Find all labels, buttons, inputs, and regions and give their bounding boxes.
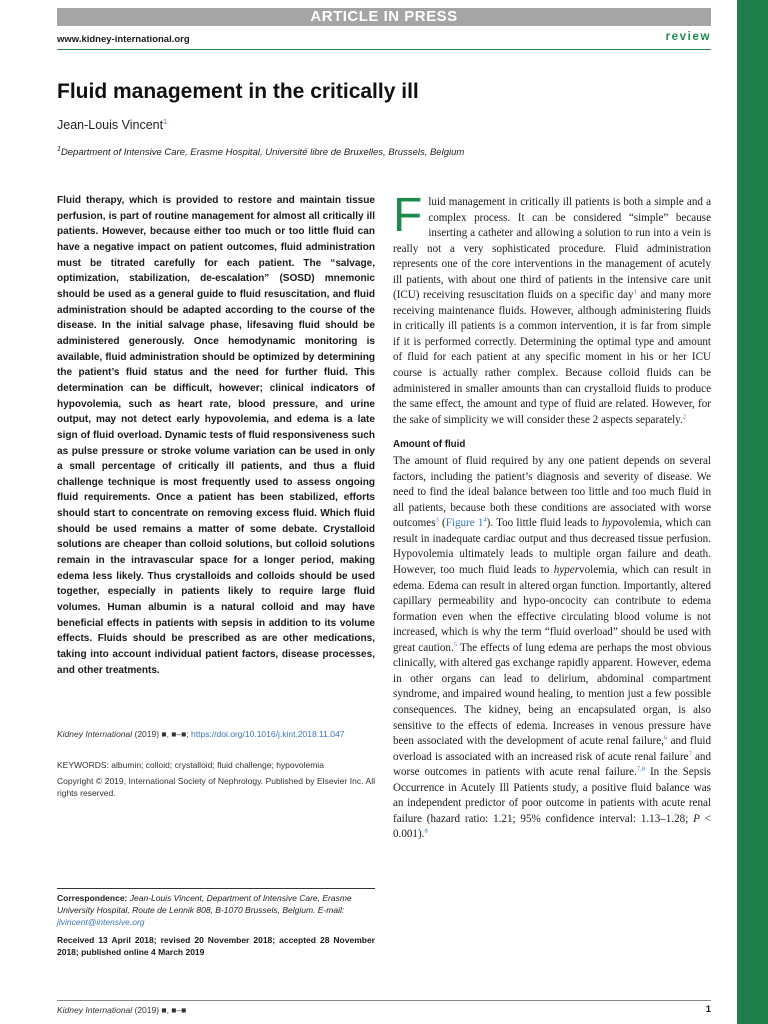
body-text: and worse outcomes in patients with acute renal failure. [393, 750, 711, 779]
reference-7[interactable]: 7 [688, 749, 692, 757]
footer-citation [57, 1005, 186, 1015]
reference-2[interactable]: 2 [682, 412, 687, 420]
body-text: In the Sepsis Occurrence in Acutely Ill Patients study, a positive fluid balance was an independent predictor of poor outcome in patients with acute renal failure (hazard ratio: 1.21; 95% confidence interval: 1.13–1.28; [393, 766, 711, 825]
footer-volume: (2019) ■, ■–■ [132, 1005, 187, 1015]
correspondence-label: Correspondence: [57, 893, 128, 903]
footer-journal-name: Kidney International [57, 1005, 133, 1015]
affiliation [57, 146, 464, 158]
emphasis-hyper: hyper [553, 564, 580, 577]
abstract: Fluid therapy, which is provided to restore and maintain tissue perfusion, is part of routine management for almost all critically ill patients. However, because either too much or too little fluid can have a negative impact on patient outcomes, fluid administration must be titrated carefully for each patient. The “salvage, optimization, stabilization, de-escalation” (SOSD) mnemonic should be used as a general guide to fluid resuscitation, and fluid administration should be adapted according to the course of the disease. In the initial salvage phase, lifesaving fluid should be administered generously. Once hemodynamic monitoring is available, fluid administration should be optimized by determining the patient’s fluid status and the need for further fluid. This determination can be difficult, however; clinical indicators of hypovolemia, such as heart rate, blood pressure, and urine output, may not detect early hypovolemia, and edema is a late sign of fluid overload. Dynamic tests of fluid responsiveness such as pulse pressure or stroke volume variation can be used in only a small percentage of critically ill patients, and thus a fluid challenge technique is most frequently used to assess ongoing fluid requirements. Once a patient has been stabilized, efforts should start to concentrate on removing excess fluid. Which fluid should be used remains a matter of some debate. Crystalloid solutions are cheaper than colloid solutions, but colloid solutions remain in the intravascular space for a longer period, making edema less likely. Thus crystalloids and colloids should be used together, especially in patients likely to require large fluid volumes. Human albumin is a natural colloid and may have beneficial effects in patients with sepsis in addition to its volume effects. Fluids should be prescribed as are other medications, taking into account individual patient factors, disease processes, and other treatments. [57, 195, 375, 676]
body-text: ( [438, 517, 446, 530]
journal-url[interactable]: www.kidney-international.org [57, 34, 190, 45]
citation-volume: (2019) ■, ■–■; [132, 729, 192, 739]
intro-paragraph [393, 189, 711, 428]
affiliation-text: Department of Intensive Care, Erasme Hospital, Université libre de Bruxelles, Brussels, Belgium [60, 147, 465, 159]
correspondence-divider [57, 888, 375, 889]
amount-of-fluid-paragraph [393, 454, 711, 843]
correspondence-text: Jean-Louis Vincent, Department of Intensive Care, Erasme University Hospital, Route de Lennik 808, B-1070 Brussels, Belgium. E-mail: [57, 893, 352, 915]
author-name[interactable]: Jean-Louis Vincent [57, 118, 164, 132]
reference-4[interactable]: 4 [483, 516, 487, 524]
page-number: 1 [705, 1004, 711, 1015]
body-text: volemia, which can result in edema. Edema can result in altered organ function. Importantly, altered capillary permeability and hypo-oncocity can contribute to edema formation even when the effective circulating blood volume is not increased, which is why the term “fluid overload” should be used with great caution. [393, 564, 712, 654]
figure-1-link[interactable]: Figure 1 [445, 517, 484, 530]
citation-journal: Kidney International [57, 729, 133, 739]
footer-divider [57, 1000, 711, 1001]
body-text: The amount of fluid required by any one patient depends on several factors, including the patient’s diagnosis and severity of disease. We need to find the ideal balance between too little and too much fluid in all patients, because both these conditions are associated with worse outcomes [393, 455, 711, 530]
received-dates: Received 13 April 2018; revised 20 November 2018; accepted 28 November 2018; published online 4 March 2019 [57, 935, 375, 957]
body-column [393, 189, 712, 843]
author-line [57, 118, 167, 132]
emphasis-hypo: hypo [601, 517, 624, 530]
reference-7-8[interactable]: 7,8 [636, 765, 645, 773]
drop-cap: F [393, 189, 423, 242]
reference-8[interactable]: 8 [424, 827, 428, 835]
copyright-notice: Copyright © 2019, International Society of Nephrology. Published by Elsevier Inc. All rights reserved. [57, 776, 375, 798]
body-text: The effects of lung edema are perhaps the most obvious clinically, with altered gas exchange rapidly apparent. However, edema in other organs can lead to delirium, abdominal compartment syndrome, and impaired wound healing, to mention just a few possible consequences. The kidney, being an encapsulated organ, is also sensitive to the effects of edema. Increases in venous pressure have been associated with the development of acute renal failure, [393, 641, 712, 748]
reference-1[interactable]: 1 [633, 288, 637, 296]
intro-text: luid management in critically ill patients is both a simple and a complex process. It can be considered “simple” because inserting a catheter and allowing a solution to run into a vein is really not a very sophisticated procedure. Fluid administration represents one of the core interventions in the management of acutely ill patients, with about one third of patients in the intensive care unit (ICU) receiving resuscitation fluids on a specific day [393, 196, 711, 302]
reference-6[interactable]: 6 [663, 734, 668, 742]
doi-link[interactable]: https://doi.org/10.1016/j.kint.2018.11.047 [191, 729, 345, 739]
reference-5[interactable]: 5 [453, 641, 457, 649]
section-label: review [665, 31, 711, 43]
correspondence-email-link[interactable]: jlvincent@intensive.org [57, 917, 145, 927]
body-text: < 0.001). [393, 812, 712, 841]
section-heading-amount-of-fluid: Amount of fluid [393, 439, 466, 451]
article-in-press-banner: ARTICLE IN PRESS [57, 8, 711, 26]
body-text: volemia, which can result in inadequate cardiac output and thus decreased tissue perfusion. Hypovolemia ultimately leads to multiple organ failure and death. However, too much fluid leads to [393, 517, 711, 577]
emphasis-p-value: P [693, 812, 700, 825]
body-text: Too little fluid leads to [493, 517, 602, 530]
body-text: and fluid overload is associated with an increased risk of acute renal failure [393, 735, 711, 763]
correspondence [57, 892, 375, 928]
body-text: ). [486, 517, 494, 530]
author-affiliation-marker[interactable]: 1 [163, 118, 167, 126]
reference-3[interactable]: 3 [435, 516, 439, 524]
journal-side-bar [737, 0, 768, 1024]
header-divider [57, 49, 711, 50]
article-title: Fluid management in the critically ill [57, 80, 419, 103]
citation-line [57, 728, 375, 740]
affiliation-marker: 1 [57, 146, 61, 153]
keywords: KEYWORDS: albumin; colloid; crystalloid; fluid challenge; hypovolemia [57, 760, 324, 770]
intro-text: and many more receiving maintenance fluids. However, although administering fluids in critically ill patients is a common intervention, it is far from simple if it is performed correctly. Determining the optimal type and amount of fluid for each patient at any specific moment in his or her ICU course is actually rather complex. Because colloid fluids can be administered in smaller amounts than can crystalloid fluids to produce the same effect, the amount and type of fluid are related. However, for the sake of simplicity we will consider these 2 aspects separately. [393, 289, 711, 426]
